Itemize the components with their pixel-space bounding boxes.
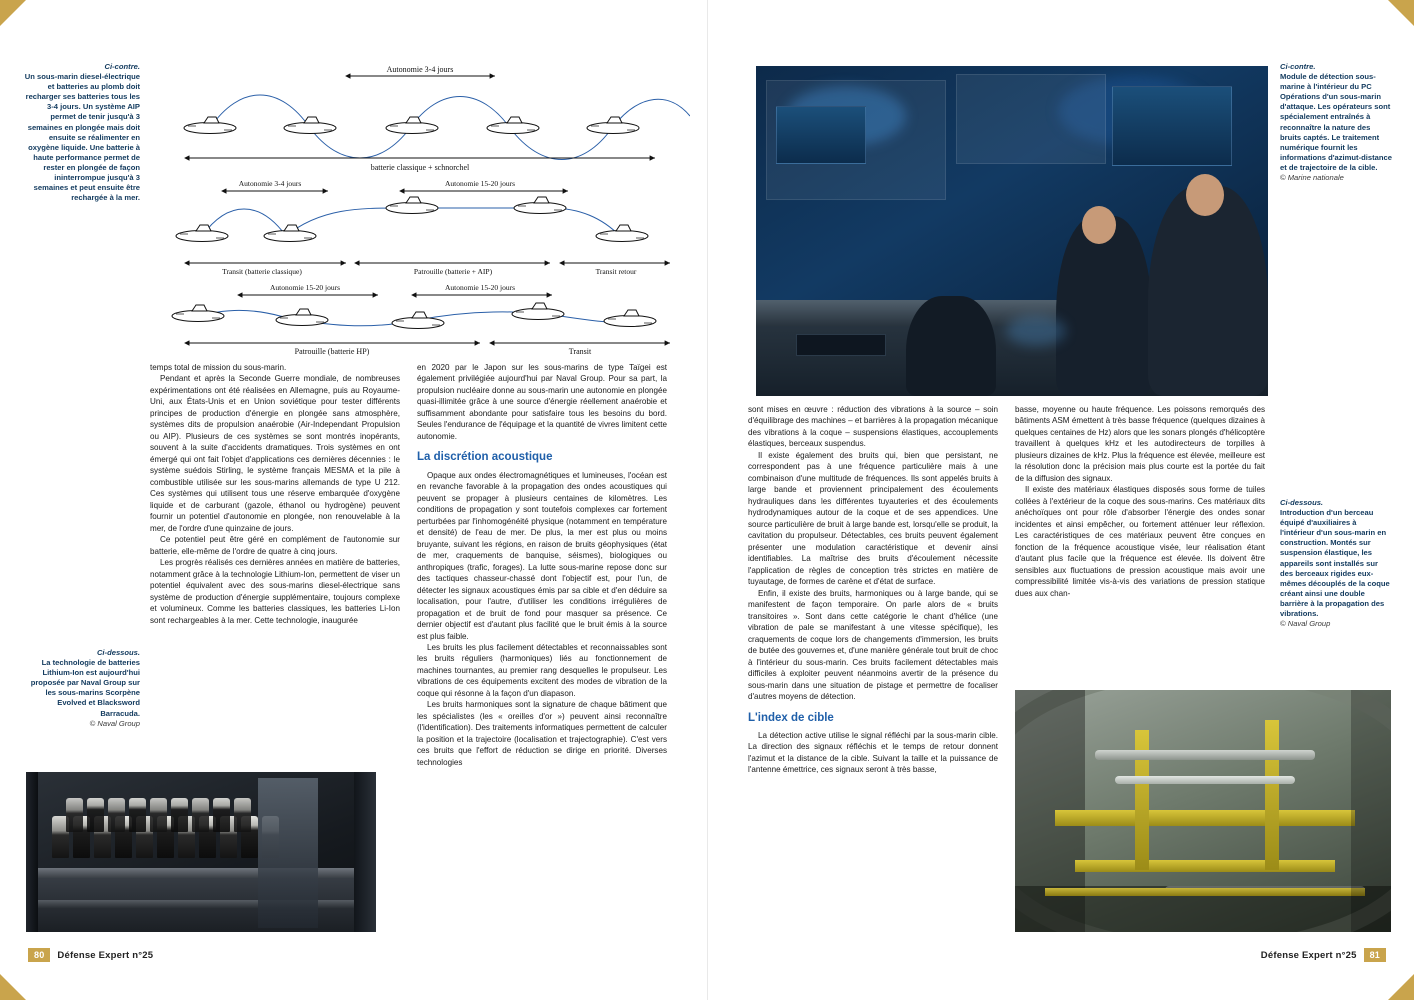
publication-title-right: Défense Expert n°25	[1260, 949, 1357, 961]
paragraph: Les bruits les plus facilement détectables et reconnaissables sont les bruits réguliers (harmoniques) liés au fonctionnement de machines tournantes, au premier rang desquelles le propulseur. Les vibrations de ces équipements excitent des modes de vibration de la coque qui résonne à la façon d'un diapason.	[417, 642, 667, 698]
corner-wedge-top-right	[1388, 0, 1414, 26]
left-page-number: 80	[28, 948, 50, 962]
left-page-folio	[28, 948, 153, 962]
paragraph: Ce potentiel peut être géré en complément de l'autonomie sur batterie, elle-même de l'ordre de quatre à cinq jours.	[150, 535, 400, 556]
svg-text:Autonomie 3-4 jours: Autonomie 3-4 jours	[238, 179, 302, 188]
corner-wedge-bottom-right	[1388, 974, 1414, 1000]
svg-text:Autonomie 15-20 jours: Autonomie 15-20 jours	[270, 283, 340, 292]
diagram-caption-kicker: Ci-contre.	[104, 62, 140, 71]
battery-caption-credit: © Naval Group	[89, 718, 140, 728]
submarine-construction-photo	[1015, 690, 1391, 932]
aip-autonomy-diagram	[150, 58, 690, 358]
paragraph: Les bruits harmoniques sont la signature de chaque bâtiment que les spécialistes (les « oreilles d'or ») peuvent ainsi reconnaître (l'identification). Des traitements informatiques permettent de calculer la position et la trajectoire (localisation et trajectographie). C'est vers ces bruits que l'effort de réduction se dirige en priorité. Diverses technologies	[417, 700, 667, 767]
build-caption-text: Introduction d'un berceau équipé d'auxiliaires à l'intérieur d'un sous-marin en construction. Montés sur suspension élastique, les appareils sont installés sur des berceaux rigides eux-mêmes découplés de la coque créant ainsi une double barrière à la propagation des vibrations.	[1280, 508, 1390, 619]
section-heading-target-index: L'index de cible	[748, 711, 834, 724]
paragraph: Il existe des matériaux élastiques disposés sous forme de tuiles collées à l'extérieur de la coque des sous-marins. Ces matériaux dits anéchoïques ont pour rôle d'absorber l'énergie des ondes sonar incidentes et ainsi empêcher, ou fortement atténuer leur réflexion. Les caractéristiques de ces matériaux peuvent être conçues en fonction de la fréquence acoustique visée, leur réalisation étant d'autant plus facile que la fréquence est élevée. Ils doivent être sensibles aux fluctuations de pression acoustique mais avoir une compressibilité limitée vis-à-vis des variations de pression statique dues aux chan-	[1015, 485, 1265, 598]
svg-text:Patrouille (batterie + AIP): Patrouille (batterie + AIP)	[413, 267, 493, 276]
publication-title-left: Défense Expert n°25	[57, 949, 154, 961]
svg-text:Patrouille (batterie HP): Patrouille (batterie HP)	[294, 347, 370, 356]
paragraph: basse, moyenne ou haute fréquence. Les poissons remorqués des bâtiments ASM émettent à très basse fréquence (quelques dizaines à quelques centaines de Hz) alors que les sonars plongés d'hélicoptère travaillent à quelques kHz et les autodirecteurs de torpilles à plusieurs dizaines de kHz. Plus la fréquence est élevée, meilleure est la résolution donc la précision mais plus courte est la portée du fait de la diffusion des signaux.	[1015, 405, 1265, 483]
battery-caption	[22, 648, 140, 729]
paragraph: La détection active utilise le signal réfléchi par la sous-marin cible. La direction des signaux réfléchis et le temps de retour donnent l'azimut et la distance de la cible. Suivant la taille et la puissance de l'antenne émettrice, ces signaux seront à très basse,	[748, 730, 998, 775]
corner-wedge-top-left	[0, 0, 26, 26]
right-page	[707, 0, 1414, 1000]
svg-text:Autonomie 15-20 jours: Autonomie 15-20 jours	[445, 283, 515, 292]
paragraph: sont mises en œuvre : réduction des vibrations à la source – soin d'équilibrage des machines – et barrières à la propagation mécanique des vibrations à la coque – suspensions élastiques, accouplements élastiques, berceaux suspendus.	[748, 405, 998, 449]
battery-caption-kicker: Ci-dessous.	[96, 648, 140, 657]
left-column-2	[417, 362, 667, 768]
control-room-photo	[756, 66, 1268, 396]
control-caption-kicker: Ci-contre.	[1280, 62, 1316, 71]
build-caption-kicker: Ci-dessous.	[1280, 498, 1324, 507]
paragraph: Les progrès réalisés ces dernières années en matière de batteries, notamment grâce à la technologie Lithium-Ion, permettent de viser un potentiel équivalent avec des sous-marins diesel-électrique sans système de production d'énergie supplémentaire, toujours complexe et volumineux. Comme les batteries classiques, les batteries Li-Ion sont rechargeables à la mer. Cette technologie, inaugurée	[150, 558, 400, 625]
svg-text:Autonomie 15-20 jours: Autonomie 15-20 jours	[445, 179, 515, 188]
right-page-folio	[1261, 948, 1386, 962]
left-column-1	[150, 362, 400, 626]
svg-text:Transit retour: Transit retour	[595, 267, 637, 276]
svg-text:batterie classique + schnorche: batterie classique + schnorchel	[370, 163, 470, 172]
diagram-svg	[150, 58, 690, 358]
battery-photo	[26, 772, 376, 932]
svg-text:Transit (batterie classique): Transit (batterie classique)	[222, 267, 302, 276]
paragraph: Il existe également des bruits qui, bien que persistant, ne correspondent pas à une fréquence particulière mais à une combinaison d'une multitude de fréquences. Ils sont appelés bruits à large bande et proviennent principalement des écoulements hydrauliques dans les différentes tuyauteries et des écoulements hydrodynamiques autour de la coque et de ses appendices. Une source particulière de bruit à large bande est, lorsqu'elle se produit, la cavitation du propulseur. Détectables, ces bruits peuvent également présenter une modulation caractéristique et devenir ainsi identifiables. La maîtrise des bruits d'écoulement nécessite l'application de règles de conception très strictes en matière de tuyautage, de formes de carène et d'état de surface.	[748, 450, 998, 587]
control-room-caption	[1280, 62, 1392, 183]
paragraph: Pendant et après la Seconde Guerre mondiale, de nombreuses expérimentations ont été réalisées en Allemagne, puis au Royaume-Uni, aux États-Unis et en Union soviétique pour tester différents principes de production d'énergie en plongée sans atmosphère, systèmes dits de propulsion anaérobie (Air-Independant Propulsion ou AIP). Plusieurs de ces systèmes se sont montrés inopérants, souvent à la suite d'accidents dramatiques. Trois systèmes en ont émergé qui ont fait l'objet d'applications ces dernières décennies : le système suédois Stirling, le système français MESMA et la pile à combustible utilisée sur les sous-marins allemands de type U 212. Ces systèmes qui utilisent tous une réserve embarquée d'oxygène liquide et de carburant (gazole, éthanol ou hydrogène) peuvent fournir un potentiel d'autonomie en plongée, non renouvelable à la mer, de l'ordre d'une quinzaine de jours.	[150, 374, 400, 533]
right-column-1	[748, 404, 998, 776]
paragraph: Enfin, il existe des bruits, harmoniques ou à large bande, qui se manifestent de façon temporaire. On parle alors de « bruits transitoires ». Sont dans cette catégorie le chant d'hélice (une vibration de pale se manifestant à une vitesse spécifique), les craquements de coque lors de changements d'immersion, les bruits de butée des gouvernes et, d'une manière générale tout bruit de choc à l'intérieur du sous-marin. Ces bruits facilement détectables mais difficiles à exploiter peuvent néanmoins avertir de la présence du sous-marin dans une situation de pistage et permettre de focaliser d'autres moyens de détection.	[748, 588, 998, 702]
corner-wedge-bottom-left	[0, 974, 26, 1000]
section-heading-acoustic-discretion: La discrétion acoustique	[417, 451, 553, 464]
paragraph: temps total de mission du sous-marin.	[150, 363, 287, 372]
build-caption-credit: © Naval Group	[1280, 619, 1331, 629]
svg-text:Transit: Transit	[568, 347, 592, 356]
right-page-number: 81	[1364, 948, 1386, 962]
right-column-2	[1015, 404, 1265, 599]
control-caption-text: Module de détection sous-marine à l'intérieur du PC Opérations d'un sous-marin d'attaque. Les opérateurs sont spécialement entraînés à reconnaître la nature des bruits captés. Le traitement numérique fournit les informations d'azimut-distance et de trajectoire de la cible.	[1280, 72, 1392, 172]
svg-text:Autonomie 3-4 jours: Autonomie 3-4 jours	[386, 65, 454, 74]
paragraph: en 2020 par le Japon sur les sous-marins de type Taïgei est également privilégiée aujourd'hui par Naval Group. Pour sa part, la propulsion nucléaire donne au sous-marin une autonomie en plongée quasi-illimitée grâce à une source d'énergie réellement anaérobie et suffisamment abondante pour satisfaire tous les besoins du bord. Seules l'endurance de l'équipage et la quantité de vivres limitent cette autonomie.	[417, 363, 667, 441]
control-caption-credit: © Marine nationale	[1280, 173, 1344, 183]
diagram-caption-text: Un sous-marin diesel-électrique et batteries au plomb doit recharger ses batteries tous les 3-4 jours. Un système AIP permet de tenir jusqu'à 3 semaines en plongée mais doit ensuite se réalimenter en oxygène liquide. Une batterie à haute performance permet de rester en plongée de façon ininterrompue jusqu'à 3 semaines et peut ensuite être rechargée à la mer.	[24, 72, 140, 203]
diagram-caption	[22, 62, 140, 203]
battery-caption-text: La technologie de batteries Lithium-Ion est aujourd'hui proposée par Naval Group sur les sous-marins Scorpène Evolved et Blacksword Barracuda.	[30, 658, 140, 718]
construction-caption	[1280, 498, 1392, 629]
paragraph: Opaque aux ondes électromagnétiques et lumineuses, l'océan est en revanche favorable à la propagation des ondes acoustiques qui peuvent se propager à plusieurs centaines de kilomètres. Les conditions de propagation y sont toutefois complexes car fortement perturbées par l'inhomogénéité physique (notamment en température et densité) de l'eau de mer. De plus, la mer est plus ou moins bruyante, suivant les régions, en raison de bruits géophysiques (état de mer, craquements de banquise, séismes), biologiques ou anthropiques (trafic, forages). La lutte sous-marine repose donc sur des tactiques chasseur-chassé dont l'objectif est, pour l'un, de détecter les signaux acoustiques émis par sa cible et d'en déduire sa localisation, pour l'autre, d'utiliser les conditions irrégulières de propagation et de bruit de fond pour masquer sa présence. Ce dernier objectif est d'autant plus facilité que le bruit émis à la source est plus faible.	[417, 470, 667, 641]
